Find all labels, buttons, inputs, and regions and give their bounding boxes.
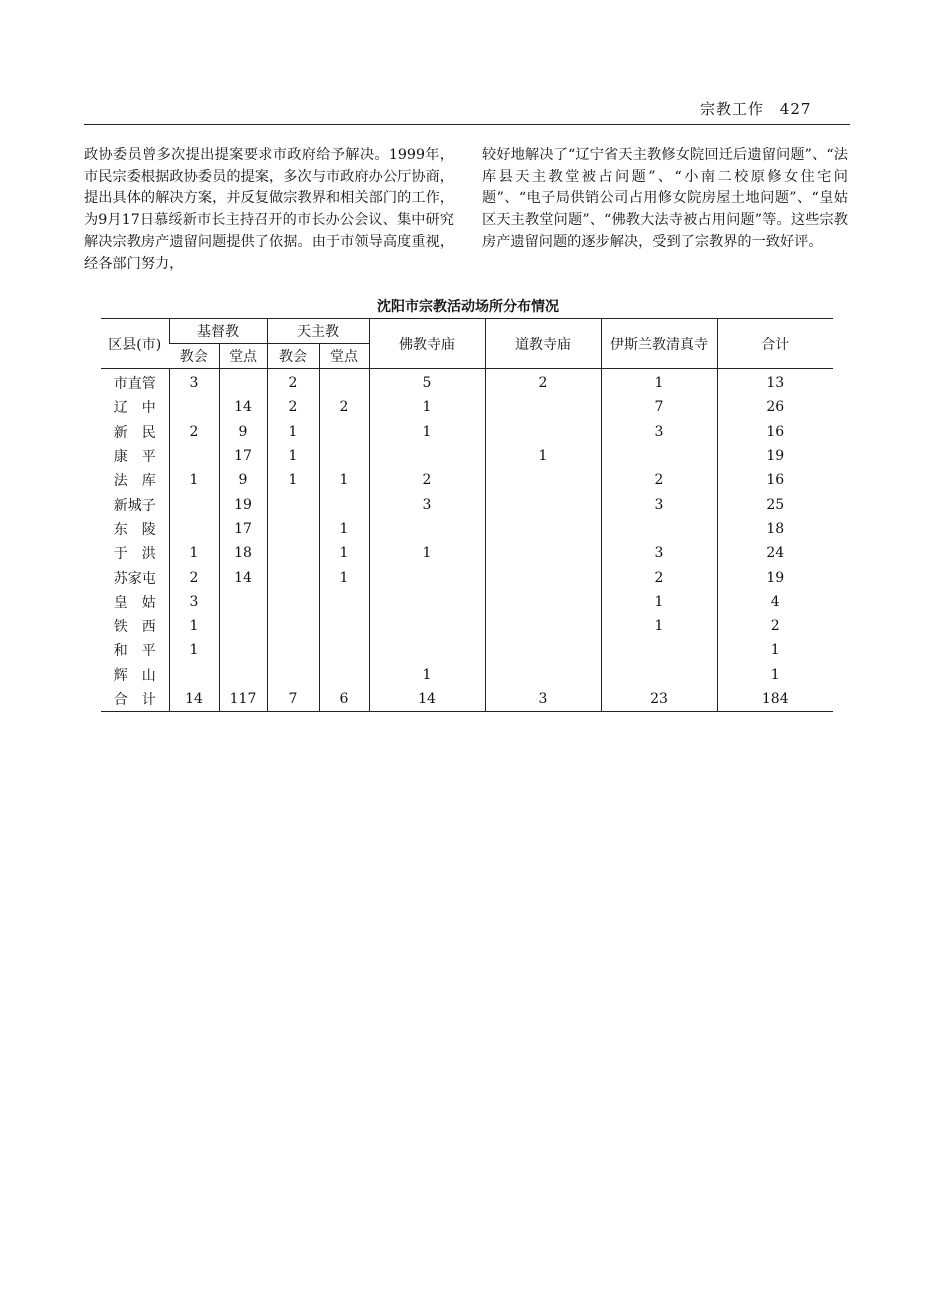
body-paragraph-left: 政协委员曾多次提出提案要求市政府给予解决。1999年，市民宗委根据政协委员的提案，多次与市政府办公厅协商，提出具体的解决方案，并反复做宗教界和相关部门的工作，为9月17日慕绥新市长主持召开的市长办公会议、集中研究解决宗教房产遗留问题提供了依据。由于市领导高度重视，经各部门努力， (84, 147, 454, 272)
cell-christian-hall: 19 (219, 492, 267, 516)
cell-christian-hall (219, 590, 267, 614)
table-row (101, 638, 833, 662)
cell-islamic: 7 (601, 395, 717, 419)
cell-catholic-hall (319, 492, 369, 516)
table-row (101, 492, 833, 516)
body-column-right (482, 145, 848, 254)
cell-catholic-hall: 2 (319, 395, 369, 419)
cell-catholic-hall (319, 420, 369, 444)
cell-total: 19 (717, 565, 833, 589)
cell-district: 市直管 (113, 376, 156, 393)
cell-buddhist (369, 517, 485, 541)
cell-christian-hall: 14 (219, 565, 267, 589)
cell-christian-church: 3 (169, 369, 219, 396)
cell-catholic-hall (319, 663, 369, 687)
cell-christian-church: 1 (169, 468, 219, 492)
cell-total: 25 (717, 492, 833, 516)
cell-islamic: 2 (601, 565, 717, 589)
cell-christian-church (169, 444, 219, 468)
cell-buddhist (369, 590, 485, 614)
table-title: 沈阳市宗教活动场所分布情况 (377, 299, 559, 315)
table-body (101, 369, 833, 712)
cell-islamic: 2 (601, 468, 717, 492)
cell-catholic-hall (319, 614, 369, 638)
cell-catholic-church (267, 492, 319, 516)
cell-total: 2 (717, 614, 833, 638)
cell-total: 18 (717, 517, 833, 541)
running-header (700, 98, 860, 119)
header-islamic: 伊斯兰教清真寺 (601, 319, 717, 369)
cell-total: 1 (717, 663, 833, 687)
cell-taoist: 1 (485, 444, 601, 468)
table-row (101, 687, 833, 712)
cell-christian-hall (219, 663, 267, 687)
cell-catholic-church (267, 638, 319, 662)
cell-total: 1 (717, 638, 833, 662)
table-row (101, 614, 833, 638)
cell-buddhist (369, 614, 485, 638)
cell-islamic (601, 517, 717, 541)
cell-district: 铁 西 (113, 619, 156, 636)
table-row (101, 468, 833, 492)
cell-christian-church: 1 (169, 638, 219, 662)
table-row (101, 541, 833, 565)
cell-buddhist: 1 (369, 395, 485, 419)
cell-christian-hall: 9 (219, 420, 267, 444)
header-catholic: 天主教 (267, 319, 369, 344)
religious-sites-table (101, 318, 833, 712)
table-row (101, 369, 833, 396)
table-row (101, 420, 833, 444)
cell-islamic (601, 444, 717, 468)
table-row (101, 590, 833, 614)
header-christian: 基督教 (169, 319, 267, 344)
header-total: 合计 (717, 319, 833, 369)
cell-taoist (485, 420, 601, 444)
cell-catholic-church (267, 565, 319, 589)
cell-buddhist (369, 444, 485, 468)
cell-district: 皇 姑 (113, 594, 156, 611)
cell-total: 24 (717, 541, 833, 565)
cell-christian-hall (219, 369, 267, 396)
cell-buddhist (369, 638, 485, 662)
cell-taoist (485, 492, 601, 516)
cell-islamic: 3 (601, 541, 717, 565)
cell-buddhist: 14 (369, 687, 485, 712)
cell-catholic-church: 1 (267, 444, 319, 468)
cell-christian-church: 3 (169, 590, 219, 614)
header-christian-hall: 堂点 (219, 344, 267, 369)
cell-district: 于 洪 (113, 546, 156, 563)
cell-taoist (485, 517, 601, 541)
header-catholic-church: 教会 (267, 344, 319, 369)
table-row (101, 517, 833, 541)
cell-islamic: 1 (601, 614, 717, 638)
cell-buddhist: 2 (369, 468, 485, 492)
cell-catholic-church (267, 663, 319, 687)
cell-christian-church (169, 395, 219, 419)
cell-catholic-hall: 6 (319, 687, 369, 712)
cell-total: 26 (717, 395, 833, 419)
table-row (101, 663, 833, 687)
cell-taoist (485, 638, 601, 662)
cell-catholic-church: 7 (267, 687, 319, 712)
cell-buddhist: 1 (369, 541, 485, 565)
cell-catholic-hall (319, 444, 369, 468)
cell-district: 辉 山 (113, 667, 156, 684)
cell-district: 东 陵 (113, 521, 156, 538)
table-row (101, 444, 833, 468)
cell-catholic-hall: 1 (319, 565, 369, 589)
cell-catholic-hall (319, 638, 369, 662)
cell-catholic-church: 2 (267, 395, 319, 419)
cell-islamic: 1 (601, 590, 717, 614)
cell-christian-hall: 18 (219, 541, 267, 565)
cell-taoist (485, 614, 601, 638)
cell-christian-church (169, 517, 219, 541)
cell-catholic-church (267, 590, 319, 614)
cell-christian-hall: 14 (219, 395, 267, 419)
cell-taoist (485, 541, 601, 565)
cell-islamic (601, 638, 717, 662)
cell-catholic-hall (319, 590, 369, 614)
table-row (101, 565, 833, 589)
header-taoist: 道教寺庙 (485, 319, 601, 369)
body-paragraph-right: 较好地解决了“辽宁省天主教修女院回迁后遗留问题”、“法库县天主教堂被占问题”、“小南二校原修女住宅问题”、“电子局供销公司占用修女院房屋土地问题”、“皇姑区天主教堂问题”、“佛教大法寺被占用问题”等。这些宗教房产遗留问题的逐步解决，受到了宗教界的一致好评。 (482, 147, 848, 250)
cell-buddhist: 1 (369, 420, 485, 444)
cell-buddhist: 5 (369, 369, 485, 396)
cell-catholic-hall: 1 (319, 541, 369, 565)
header-buddhist: 佛教寺庙 (369, 319, 485, 369)
cell-buddhist: 1 (369, 663, 485, 687)
cell-taoist: 3 (485, 687, 601, 712)
cell-district: 辽 中 (113, 400, 156, 417)
cell-islamic: 23 (601, 687, 717, 712)
cell-taoist (485, 565, 601, 589)
cell-christian-hall (219, 638, 267, 662)
cell-islamic (601, 663, 717, 687)
cell-christian-hall (219, 614, 267, 638)
table-row (101, 395, 833, 419)
cell-christian-church: 14 (169, 687, 219, 712)
cell-catholic-church: 1 (267, 420, 319, 444)
cell-buddhist (369, 565, 485, 589)
cell-district: 新 民 (113, 424, 156, 441)
cell-christian-hall: 9 (219, 468, 267, 492)
cell-christian-church (169, 663, 219, 687)
cell-catholic-hall (319, 369, 369, 396)
cell-christian-church: 2 (169, 420, 219, 444)
header-district: 区县(市) (101, 319, 169, 369)
cell-taoist (485, 663, 601, 687)
page-number: 427 (779, 100, 812, 118)
cell-islamic: 3 (601, 492, 717, 516)
cell-christian-church: 1 (169, 541, 219, 565)
cell-islamic: 3 (601, 420, 717, 444)
cell-district: 法 库 (113, 473, 156, 490)
cell-catholic-hall: 1 (319, 468, 369, 492)
cell-taoist (485, 590, 601, 614)
cell-christian-hall: 117 (219, 687, 267, 712)
table-header-row (101, 319, 833, 344)
cell-total: 4 (717, 590, 833, 614)
cell-islamic: 1 (601, 369, 717, 396)
cell-total: 184 (717, 687, 833, 712)
cell-christian-church: 2 (169, 565, 219, 589)
cell-district: 康 平 (113, 449, 156, 466)
cell-catholic-church (267, 614, 319, 638)
section-title: 宗教工作 (700, 100, 765, 118)
body-column-left (84, 145, 454, 275)
cell-taoist (485, 468, 601, 492)
header-catholic-hall: 堂点 (319, 344, 369, 369)
header-christian-church: 教会 (169, 344, 219, 369)
cell-catholic-church (267, 541, 319, 565)
cell-christian-hall: 17 (219, 444, 267, 468)
cell-christian-church: 1 (169, 614, 219, 638)
cell-total: 19 (717, 444, 833, 468)
cell-district: 新城子 (113, 497, 156, 514)
header-rule (84, 124, 850, 125)
cell-christian-hall: 17 (219, 517, 267, 541)
cell-taoist: 2 (485, 369, 601, 396)
cell-buddhist: 3 (369, 492, 485, 516)
cell-total: 16 (717, 468, 833, 492)
cell-catholic-church: 1 (267, 468, 319, 492)
cell-taoist (485, 395, 601, 419)
cell-district: 和 平 (113, 643, 156, 660)
cell-christian-church (169, 492, 219, 516)
cell-district: 合 计 (113, 692, 156, 708)
cell-catholic-hall: 1 (319, 517, 369, 541)
cell-catholic-church (267, 517, 319, 541)
cell-catholic-church: 2 (267, 369, 319, 396)
cell-total: 16 (717, 420, 833, 444)
cell-total: 13 (717, 369, 833, 396)
cell-district: 苏家屯 (113, 570, 156, 587)
